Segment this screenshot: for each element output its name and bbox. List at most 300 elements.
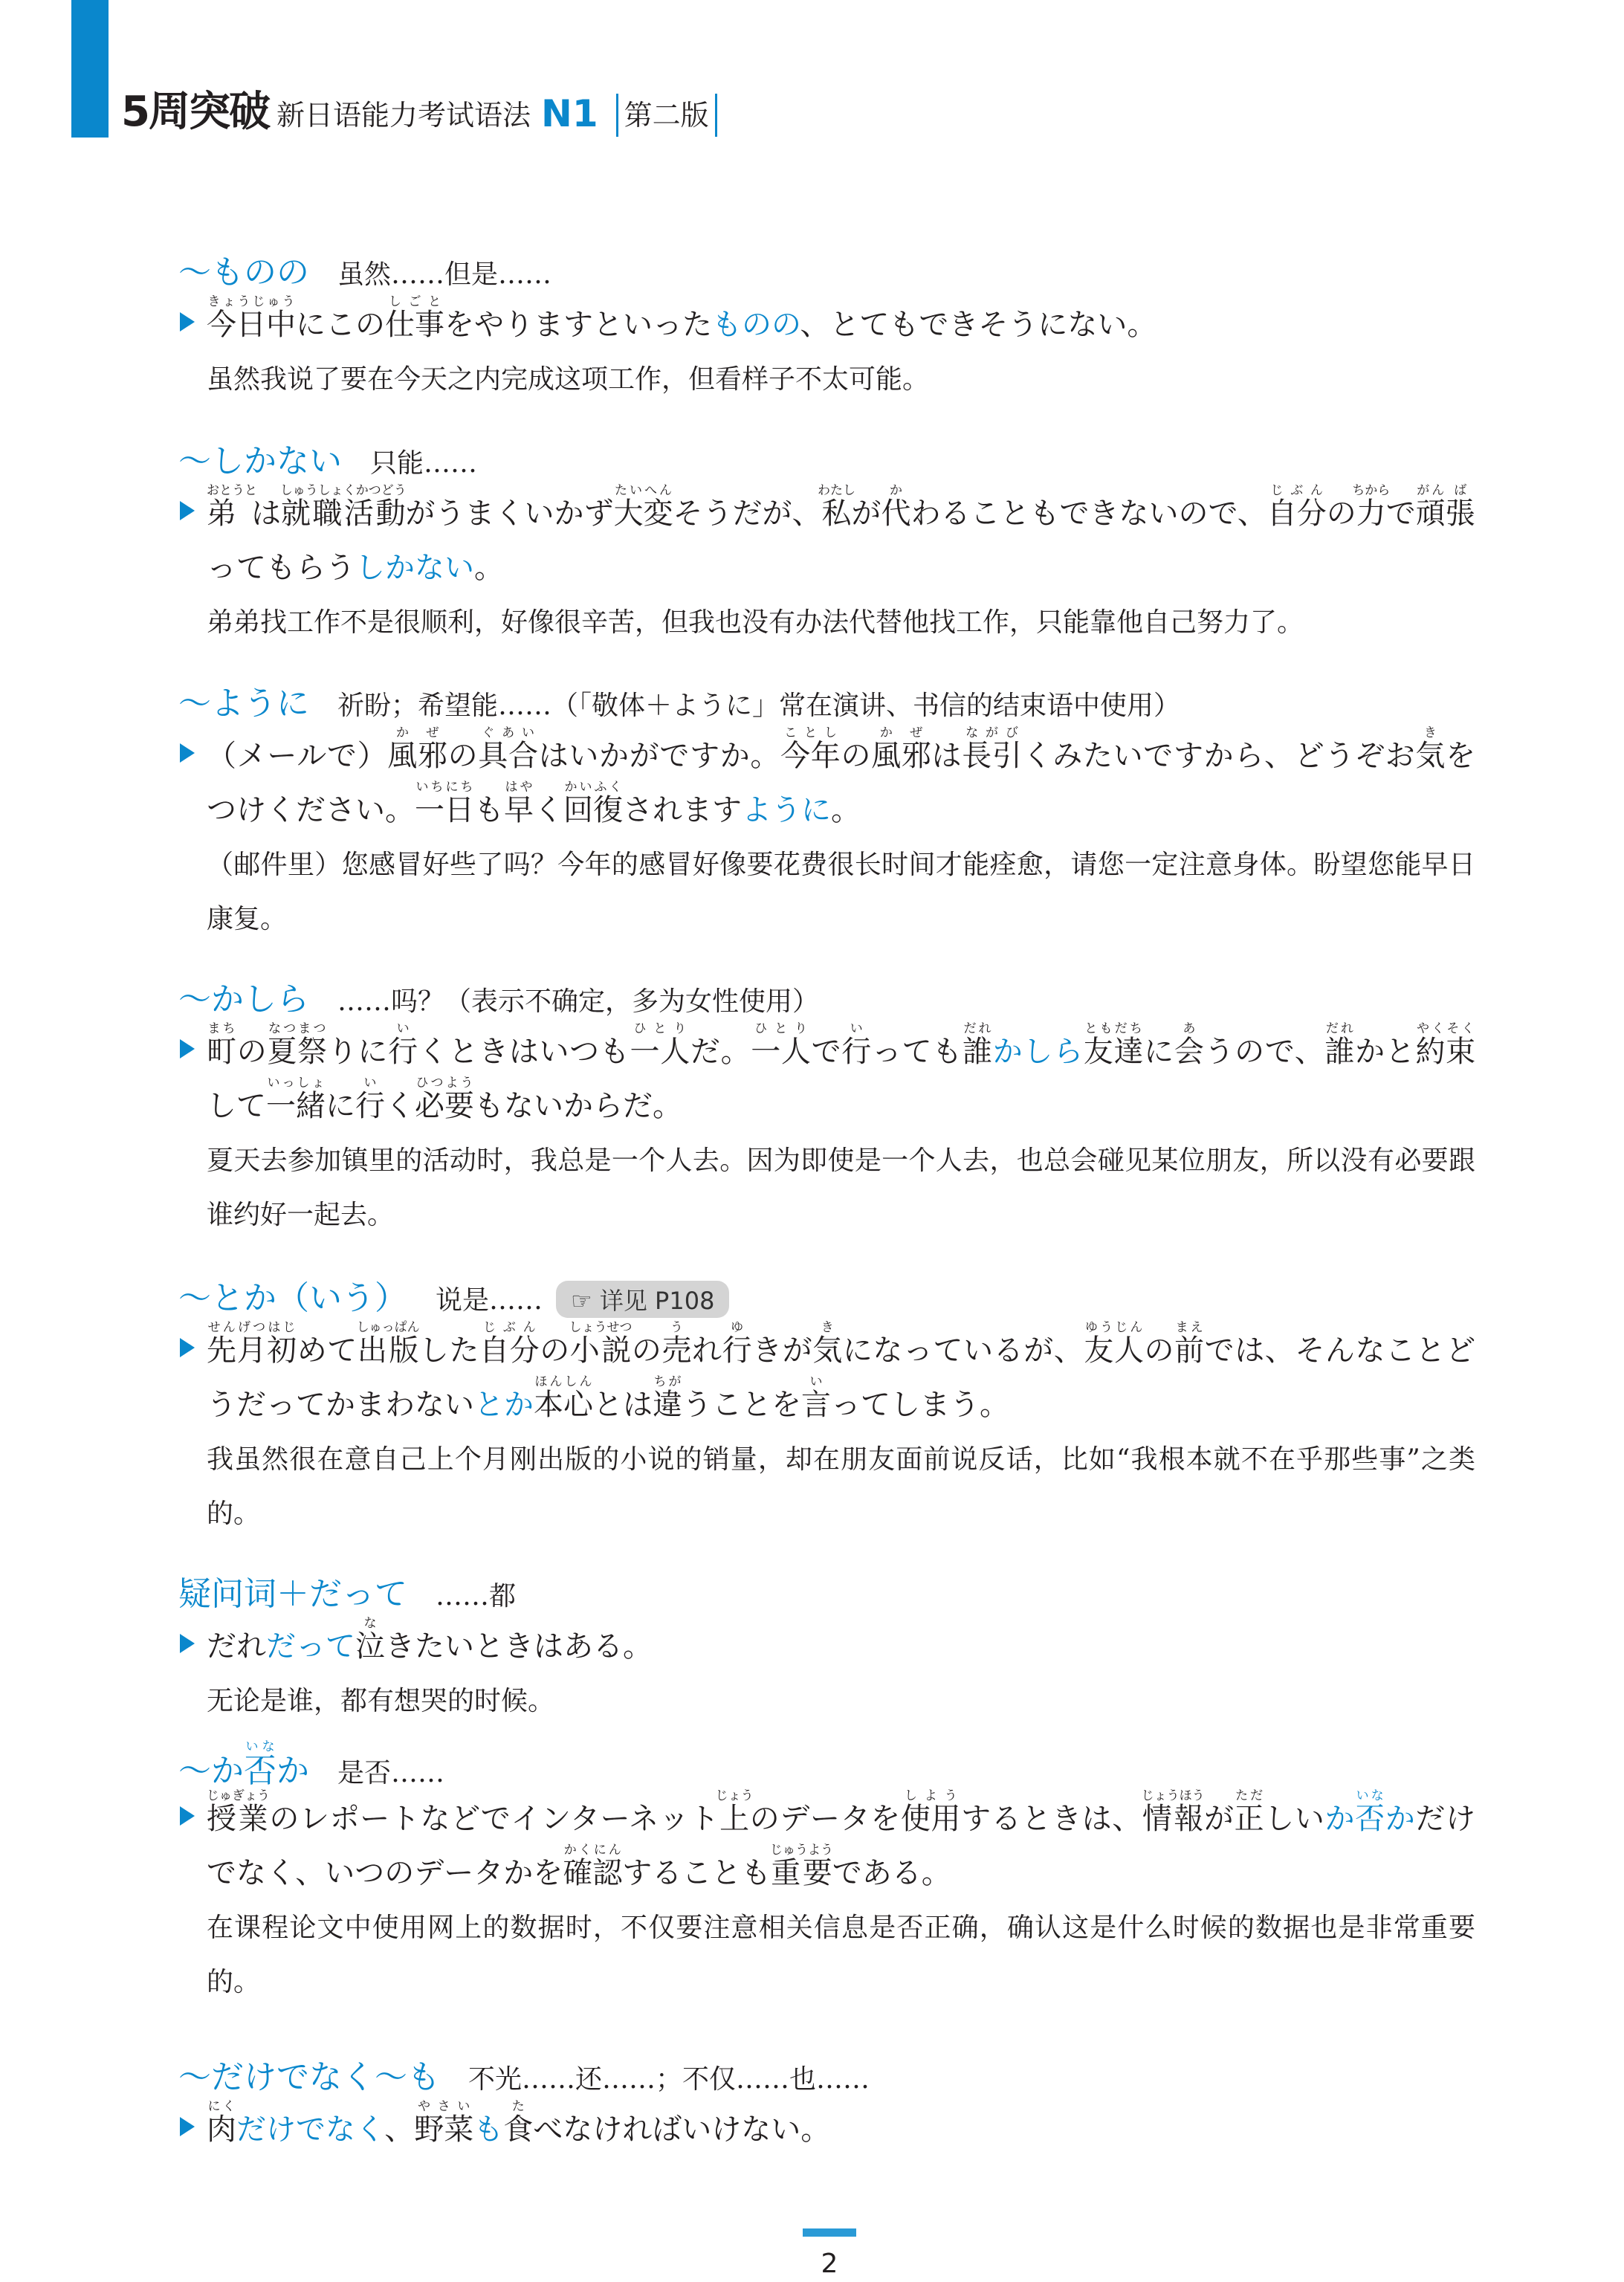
- ruby-base: 違: [653, 1388, 682, 1422]
- ruby-word: [801, 1374, 831, 1422]
- furigana: かぜ: [871, 725, 931, 740]
- furigana: ながび: [962, 725, 1022, 740]
- ruby-word: [207, 2099, 236, 2147]
- furigana: ぐあい: [478, 725, 538, 740]
- text-segment: 疑问词＋だって: [178, 1575, 407, 1613]
- text-segment: で: [811, 1035, 842, 1069]
- ruby-word: [356, 1320, 420, 1368]
- ruby-base: 自分: [479, 1334, 540, 1368]
- triangle-bullet-icon: [180, 743, 195, 763]
- furigana: だれ: [963, 1021, 993, 1036]
- ruby-base: 回復: [563, 793, 623, 827]
- furigana: はや: [504, 780, 534, 795]
- ruby-word: [414, 2099, 474, 2147]
- ruby-base: 風邪: [871, 739, 932, 773]
- furigana: まち: [207, 1021, 237, 1036]
- grammar-highlight: しかない: [355, 551, 474, 585]
- ruby-word: [266, 1076, 326, 1123]
- ruby-base: 必要: [415, 1089, 474, 1123]
- furigana: わたし: [818, 483, 855, 498]
- furigana: き: [812, 1320, 843, 1335]
- triangle-bullet-icon: [180, 1039, 195, 1058]
- pattern-meaning: ……都: [436, 1581, 517, 1612]
- text-segment: 、: [384, 2113, 415, 2147]
- grammar-highlight: とか: [474, 1388, 534, 1422]
- grammar-highlight: かしら: [992, 1035, 1084, 1069]
- ruby-base: 否: [1355, 1802, 1385, 1836]
- text-segment: ～だけでなく～も: [178, 2058, 440, 2096]
- furigana: ともだち: [1083, 1021, 1144, 1036]
- ruby-word: [1084, 1320, 1145, 1368]
- furigana: じょう: [715, 1788, 754, 1803]
- text-segment: にこの: [296, 308, 385, 342]
- text-segment: うので、: [1204, 1035, 1325, 1069]
- page-number: 2: [821, 2249, 838, 2279]
- ruby-base: 肉: [207, 2113, 236, 2147]
- ruby-base: 誰: [963, 1035, 993, 1069]
- ruby-base: 上: [715, 1802, 754, 1836]
- grammar-entry: [178, 434, 1475, 650]
- ruby-base: 重要: [769, 1856, 833, 1890]
- example-sentence: [178, 1320, 1475, 1432]
- ruby-word: [415, 780, 474, 827]
- pattern-meaning: 不光……还……；不仅……也……: [468, 2064, 870, 2095]
- translation: 无论是谁，都有想哭的时候。: [207, 1686, 555, 1716]
- text-segment: がうまくいかず: [405, 497, 614, 531]
- ruby-base: 小説: [569, 1334, 633, 1368]
- grammar-pattern: [178, 1739, 309, 1791]
- triangle-bullet-icon: [180, 2117, 195, 2136]
- ruby-base: 気: [812, 1334, 843, 1368]
- text-segment: か: [276, 1752, 309, 1790]
- grammar-highlight: も: [473, 2113, 504, 2147]
- grammar-pattern: [178, 676, 309, 724]
- text-segment: することも: [622, 1856, 771, 1890]
- pattern-meaning: 是否……: [337, 1758, 445, 1788]
- ruby-word: [207, 1320, 297, 1368]
- grammar-pattern: [178, 1271, 407, 1319]
- text-segment: である。: [832, 1856, 951, 1890]
- text-segment: れ: [691, 1334, 722, 1368]
- example-sentence: [178, 1788, 1475, 1901]
- text-segment: して: [207, 1089, 266, 1123]
- ruby-base: 確認: [563, 1856, 623, 1890]
- header-accent-bar: [71, 0, 109, 138]
- ruby-word: [661, 1320, 692, 1368]
- ruby-base: 具合: [478, 739, 539, 773]
- text-segment: ～かしら: [178, 980, 309, 1018]
- ruby-word: [871, 725, 932, 773]
- ruby-base: 食: [503, 2113, 534, 2147]
- pattern-meaning: 祈盼；希望能……（「敬体＋ように」常在演讲、书信的结束语中使用）: [337, 691, 1181, 721]
- ruby-word: [504, 780, 534, 827]
- ruby-word: [1234, 1788, 1265, 1836]
- text-segment: ～しかない: [178, 442, 342, 480]
- triangle-bullet-icon: [180, 1338, 195, 1357]
- ruby-word: [385, 294, 444, 342]
- ruby-word: [900, 1788, 962, 1836]
- ruby-base: 一人: [751, 1035, 812, 1069]
- ruby-word: [1174, 1320, 1205, 1368]
- grammar-highlight: だって: [266, 1629, 355, 1664]
- ruby-base: 一人: [630, 1035, 690, 1069]
- ruby-base: 気: [1415, 739, 1446, 773]
- grammar-entry: [178, 1567, 1475, 1728]
- translation: 弟弟找工作不是很顺利，好像很辛苦，但我也没有办法代替他找工作，只能靠他自己努力了。: [207, 607, 1304, 638]
- furigana: ちから: [1352, 483, 1391, 498]
- pattern-meaning: 说是……: [436, 1285, 543, 1316]
- text-segment: はいかがですか。: [538, 739, 781, 773]
- ruby-word: [715, 1788, 754, 1836]
- entry-heading-row: [178, 1271, 1475, 1316]
- furigana: いちにち: [415, 780, 474, 795]
- furigana: い: [841, 1021, 872, 1036]
- text-segment: の: [540, 1334, 570, 1368]
- text-segment: の: [236, 1035, 268, 1069]
- entry-heading-row: [178, 1567, 1475, 1612]
- text-segment: が: [1203, 1802, 1235, 1836]
- grammar-highlight: か: [1385, 1802, 1416, 1836]
- text-segment: をつけください。: [207, 739, 1476, 827]
- triangle-bullet-icon: [180, 312, 195, 332]
- text-segment: のレポートなどでインターネット: [268, 1802, 720, 1836]
- text-segment: 、とてもできそうにない。: [800, 308, 1157, 342]
- text-segment: く: [385, 1089, 415, 1123]
- ruby-base: 約束: [1415, 1035, 1476, 1069]
- ruby-base: 町: [207, 1035, 237, 1069]
- furigana: しよう: [900, 1788, 961, 1803]
- book-title: [121, 88, 717, 137]
- ruby-word: [812, 1320, 843, 1368]
- ruby-word: [1445, 483, 1475, 531]
- furigana: きょうじゅう: [207, 294, 296, 309]
- cross-reference-link[interactable]: ☞ 详见 P108: [556, 1281, 729, 1318]
- grammar-entry: [178, 1271, 1475, 1541]
- ruby-word: [1266, 483, 1327, 531]
- highlighted-ruby-word: [1355, 1788, 1385, 1836]
- ruby-word: [569, 1320, 633, 1368]
- ruby-base: 弟: [207, 497, 257, 531]
- ruby-word: [841, 1021, 872, 1069]
- text-segment: もないからだ。: [474, 1089, 682, 1123]
- ruby-base: 私: [818, 497, 855, 531]
- text-segment: では、そんなことどうだってかまわない: [207, 1334, 1476, 1422]
- grammar-entry: [178, 1739, 1475, 2009]
- furigana: やくそく: [1415, 1021, 1476, 1036]
- text-segment: わることもできないので、: [910, 497, 1267, 531]
- furigana: か: [881, 483, 911, 498]
- ruby-word: [613, 483, 673, 531]
- furigana: き: [1415, 725, 1446, 740]
- furigana: おとうと: [207, 483, 257, 498]
- text-segment: うことを: [682, 1388, 801, 1422]
- furigana: しゅうしょくかつどう: [279, 483, 407, 498]
- text-segment: かと: [1355, 1035, 1416, 1069]
- text-segment: っても: [871, 1035, 963, 1069]
- text-segment: のデータを: [749, 1802, 901, 1836]
- title-subtitle: 新日语能力考试语法: [276, 99, 531, 132]
- furigana: だれ: [1324, 1021, 1355, 1036]
- ruby-base: 張: [1445, 497, 1475, 531]
- ruby-base: 正: [1234, 1802, 1265, 1836]
- text-segment: しい: [1264, 1802, 1325, 1836]
- furigana: がん: [1415, 483, 1446, 498]
- ruby-base: 出版: [356, 1334, 420, 1368]
- text-segment: が: [851, 497, 881, 531]
- furigana: ちが: [653, 1374, 682, 1389]
- furigana: ば: [1445, 483, 1475, 498]
- ruby-word: [1324, 1021, 1356, 1069]
- ruby-word: [415, 1076, 474, 1123]
- ruby-base: 今年: [780, 739, 841, 773]
- ruby-word: [751, 1021, 812, 1069]
- furigana: じょうほう: [1141, 1788, 1205, 1803]
- furigana: じゅうよう: [769, 1843, 833, 1858]
- page-number-bar: [803, 2228, 856, 2237]
- ruby-word: [207, 1788, 270, 1836]
- furigana: たいへん: [613, 483, 673, 498]
- furigana: あ: [1174, 1021, 1204, 1036]
- ruby-base: 風邪: [387, 739, 448, 773]
- text-segment: の: [1144, 1334, 1175, 1368]
- furigana: まえ: [1174, 1320, 1205, 1335]
- ruby-word: [1083, 1021, 1145, 1069]
- pattern-meaning: ……吗？（表示不确定，多为女性使用）: [337, 986, 820, 1017]
- text-segment: べなければいけない。: [533, 2113, 831, 2147]
- furigana: じぶん: [1266, 483, 1327, 498]
- ruby-word: [503, 2099, 534, 2147]
- grammar-highlight: だけでなく: [236, 2113, 385, 2147]
- furigana: じゅぎょう: [207, 1788, 270, 1803]
- title-edition: 第二版: [616, 94, 717, 137]
- triangle-bullet-icon: [180, 1634, 195, 1653]
- furigana: う: [661, 1320, 692, 1335]
- furigana: ことし: [780, 725, 841, 740]
- grammar-pattern: [178, 1567, 407, 1614]
- entry-heading-row: [178, 1739, 1475, 1790]
- ruby-word: [388, 1021, 418, 1069]
- ruby-word: [1174, 1021, 1205, 1069]
- text-segment: されます: [623, 793, 742, 827]
- text-segment: くみたいですから、どうぞお: [1022, 739, 1416, 773]
- translation: 虽然我说了要在今天之内完成这项工作，但看样子不太可能。: [207, 364, 930, 395]
- furigana: いな: [1355, 1788, 1385, 1803]
- ruby-base: 自分: [1266, 497, 1327, 531]
- ruby-base: 言: [801, 1388, 831, 1422]
- ruby-base: 行: [841, 1035, 872, 1069]
- text-segment: そうだが、: [673, 497, 822, 531]
- translation: 在课程论文中使用网上的数据时，不仅要注意相关信息是否正确，确认这是什么时候的数据也是非常重要的。: [207, 1913, 1475, 1997]
- text-segment: ってもらう: [207, 551, 355, 585]
- grammar-highlight: ものの: [712, 308, 800, 342]
- title-main: 5周突破: [121, 88, 269, 136]
- furigana: しごと: [385, 294, 444, 309]
- furigana: ひとり: [630, 1021, 690, 1036]
- text-segment: をやりますといった: [444, 308, 712, 342]
- ruby-base: 泣: [355, 1629, 385, 1664]
- ruby-word: [207, 1021, 237, 1069]
- furigana: た: [503, 2099, 534, 2114]
- text-segment: は: [251, 497, 281, 531]
- text-segment: きたいときはある。: [385, 1629, 653, 1664]
- ruby-base: 行: [355, 1089, 385, 1123]
- furigana: い: [388, 1021, 418, 1036]
- ruby-base: 一緒: [266, 1089, 326, 1123]
- ruby-word: [769, 1843, 833, 1890]
- entry-heading-row: [178, 972, 1475, 1017]
- ruby-base: 大変: [613, 497, 673, 531]
- text-segment: の: [631, 1334, 662, 1368]
- furigana: ひとり: [751, 1021, 811, 1036]
- ruby-base: 会: [1174, 1035, 1205, 1069]
- furigana: いっしょ: [266, 1076, 326, 1090]
- text-segment: ～か: [178, 1752, 244, 1790]
- ruby-word: [563, 1843, 623, 1890]
- ruby-base: 授業: [207, 1802, 270, 1836]
- text-segment: の: [841, 739, 872, 773]
- furigana: かいふく: [563, 780, 623, 795]
- ruby-base: 代: [881, 497, 911, 531]
- ruby-base: 使用: [900, 1802, 962, 1836]
- ruby-base: 夏祭: [267, 1035, 328, 1069]
- furigana: やさい: [414, 2099, 474, 2114]
- furigana: しゅっぱん: [356, 1320, 420, 1335]
- ruby-base: 本心: [534, 1388, 593, 1422]
- ruby-word: [1141, 1788, 1205, 1836]
- pattern-meaning: 虽然……但是……: [337, 259, 552, 290]
- ruby-base: 先月初: [207, 1334, 297, 1368]
- grammar-pattern: [178, 972, 309, 1020]
- text-segment: （メールで）: [207, 739, 388, 773]
- text-segment: ってしまう。: [831, 1388, 1009, 1422]
- title-level: N1: [540, 92, 598, 135]
- ruby-base: 今日中: [207, 308, 296, 342]
- ruby-base: 売: [661, 1334, 692, 1368]
- ruby-word: [722, 1320, 753, 1368]
- pattern-meaning: 只能……: [370, 448, 478, 479]
- example-sentence: [178, 294, 1475, 352]
- text-segment: 。: [831, 793, 861, 827]
- example-sentence: [178, 2099, 1475, 2157]
- ruby-base: 仕事: [385, 308, 444, 342]
- furigana: かくにん: [563, 1843, 623, 1858]
- furigana: にく: [207, 2099, 236, 2114]
- ruby-word: [1415, 725, 1446, 773]
- ruby-word: [1415, 483, 1446, 531]
- furigana: しょうせつ: [569, 1320, 633, 1335]
- furigana: ただ: [1234, 1788, 1264, 1803]
- ruby-base: 行: [388, 1035, 418, 1069]
- text-segment: も: [474, 793, 504, 827]
- ruby-word: [962, 725, 1023, 773]
- furigana: ゆ: [722, 1320, 752, 1335]
- grammar-pattern: [178, 434, 342, 482]
- text-segment: とは: [593, 1388, 653, 1422]
- translation: 我虽然很在意自己上个月刚出版的小说的销量，却在朋友面前说反话，比如“我根本就不在乎那些事”之类的。: [207, 1444, 1475, 1529]
- ruby-word: [630, 1021, 690, 1069]
- text-segment: した: [418, 1334, 480, 1368]
- furigana: じぶん: [479, 1320, 540, 1335]
- text-segment: きが: [752, 1334, 813, 1368]
- ruby-base: 一日: [415, 793, 474, 827]
- furigana: ひつよう: [415, 1076, 474, 1090]
- grammar-entry: [178, 245, 1475, 407]
- furigana: いな: [244, 1739, 276, 1754]
- ruby-base: 友人: [1084, 1334, 1145, 1368]
- furigana: ゆうじん: [1084, 1320, 1144, 1335]
- ruby-word: [478, 725, 539, 773]
- text-segment: くときはいつも: [418, 1035, 630, 1069]
- ruby-base: 前: [1174, 1334, 1205, 1368]
- text-segment: りに: [327, 1035, 389, 1069]
- text-segment: するときは、: [961, 1802, 1142, 1836]
- ruby-word: [387, 725, 448, 773]
- ruby-word: [207, 294, 296, 342]
- ruby-word: [881, 483, 911, 531]
- grammar-entry: [178, 2050, 1475, 2157]
- example-sentence: [178, 1021, 1475, 1134]
- text-segment: に: [326, 1089, 355, 1123]
- text-segment: ～ように: [178, 685, 309, 723]
- ruby-base: 誰: [1324, 1035, 1356, 1069]
- translation: （邮件里）您感冒好些了吗？今年的感冒好像要花费很长时间才能痊愈，请您一定注意身体。盼望您能早日康复。: [207, 850, 1475, 934]
- text-segment: だけでなく、いつのデータかを: [207, 1802, 1476, 1890]
- ruby-word: [355, 1076, 385, 1123]
- example-sentence: [178, 483, 1475, 595]
- text-segment: は: [931, 739, 963, 773]
- grammar-entry: [178, 676, 1475, 946]
- ruby-word: [207, 483, 257, 531]
- grammar-entry: [178, 972, 1475, 1242]
- furigana: せんげつはじ: [207, 1320, 297, 1335]
- grammar-pattern: [178, 2050, 440, 2098]
- text-segment: く: [534, 793, 563, 827]
- example-sentence: [178, 725, 1475, 838]
- entry-heading-row: [178, 2050, 1475, 2095]
- grammar-highlight: ように: [742, 793, 831, 827]
- text-segment: だ。: [690, 1035, 751, 1069]
- ruby-base: 情報: [1141, 1802, 1205, 1836]
- grammar-pattern: [178, 245, 309, 293]
- ruby-base: 友達: [1083, 1035, 1145, 1069]
- translation: 夏天去参加镇里的活动时，我总是一个人去。因为即使是一个人去，也总会碰见某位朋友，所以没有必要跟谁约好一起去。: [207, 1145, 1475, 1230]
- ruby-base: 就職活動: [279, 497, 407, 531]
- furigana: な: [355, 1616, 385, 1631]
- ruby-word: [279, 483, 407, 531]
- ruby-word: [818, 483, 855, 531]
- ruby-base: 否: [244, 1752, 276, 1790]
- text-segment: ～ものの: [178, 253, 309, 291]
- grammar-highlight: か: [1324, 1802, 1356, 1836]
- text-segment: ～とか（いう）: [178, 1279, 407, 1317]
- furigana: い: [801, 1374, 831, 1389]
- ruby-word: [534, 1374, 593, 1422]
- ruby-word: [479, 1320, 540, 1368]
- ruby-word: [563, 780, 623, 827]
- ruby-word: [1415, 1021, 1476, 1069]
- text-segment: だれ: [207, 1629, 266, 1664]
- text-segment: の: [447, 739, 479, 773]
- furigana: なつまつ: [267, 1021, 328, 1036]
- ruby-word: [267, 1021, 328, 1069]
- ruby-word: [653, 1374, 682, 1422]
- furigana: い: [355, 1076, 385, 1090]
- ruby-base: 早: [504, 793, 534, 827]
- entry-heading-row: [178, 434, 1475, 479]
- entry-heading-row: [178, 676, 1475, 721]
- ruby-word: [1352, 483, 1391, 531]
- ruby-word: [780, 725, 841, 773]
